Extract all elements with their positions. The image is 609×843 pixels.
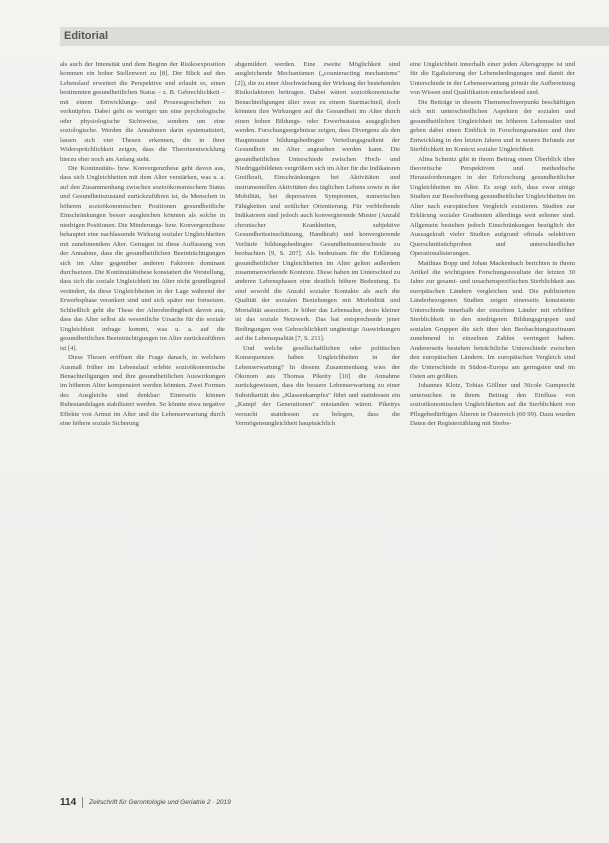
page-footer	[60, 795, 231, 809]
paragraph: als auch der Intensität und dem Beginn der Risikoexposition kommen ein hoher Stellenwert zu [8]. Der Blick auf den Lebenslauf erweitert die Perspektive und erlaubt es, einen bestimmten gesundheitlichen Status – z. B. Gebrechlichkeit – mit einem Entwicklungs- und Prozessgeschehen zu verknüpfen. Dabei geht es weniger um eine psychologische oder physiologische Sichtweise, sondern um eine soziologische. Werden die Annahmen darin systematisiert, lassen sich vier Thesen erkennen, die in ihrer Widersprüchlichkeit zeigen, dass die Theorieentwicklung hierzu eher noch am Anfang steht.	[60, 61, 225, 163]
section-label: Editorial	[64, 30, 109, 42]
paragraph: Johannes Klotz, Tobias Göllner und Nicole Gumprecht untersuchen in ihrem Beitrag den Einfluss von sozioökonomischen Ungleichheiten auf die Sterblichkeit von Pflegebedürftigen Älteren in Österreich (60 99). Dazu wurden Daten der Registerzählung mit Sterbe-	[410, 382, 575, 428]
text-column-1	[60, 60, 225, 429]
paragraph: eine Ungleichheit innerhalb einer jeden Altersgruppe ist und für die Egalisierung der Lebensbedingungen und damit der Unterschiede in der Lebenserwartung primär die Aufbereitung von Wissen und Qualifikation entscheidend sind.	[410, 61, 575, 97]
paragraph: Matthias Bopp und Johan Mackenbach berichten in ihrem Artikel die wichtigsten Forschungsresultate der letzten 30 Jahre zur gesamt- und ursachenspezifischen Sterblichkeit aus europäischen Ländern vergleichen und. Die publizierten Länderbezogenen Studien zeigen einerseits konsistente Unterschiede innerhalb der einzelnen Länder mit erhöhter Sterblichkeit in den niedrigeren Bildungsgruppen und sozialen Gruppen die sich über den Beobachtungszeitraum zunehmend in einzelnen Zahlen verringert haben. Andererseits bestehen beträchtliche Unterschiede zwischen den europäischen Ländern. Im europäischen Vergleich sind die Unterschiede in Südost-Europa am geringsten und im Osten am größten.	[410, 259, 575, 380]
text-column-2	[235, 60, 400, 429]
paragraph: abgemildert werden. Eine zweite Möglichkeit sind ausgleichende Mechanismen („counteracting mechanisms" [2]), die zu einer Abschwächung der Wirkung der bestehenden Risikofaktoren beitragen. Dabei wären sozioökonomische Benachteiligungen älter zwar zu einem Startnachteil, doch könnten ihre Wirkungen auf die Gesundheit im Alter durch einen hohen Bildungs- oder Erwerbsstatus ausgeglichen werden. Forschungsergebnisse zeigen, dass Divergenz als den Hauptmuster bildungsbedingter Verteilungsgradient der Gesundheit im Alter angesehen werden kann. Die gesundheitlichen Unterschiede zwischen Hoch- und Niedriggebildeten vergrößern sich im Alter für die Indikatoren Greifkraft, Einschränkungen bei Aktivitäten und instrumentellen Aktivitäten des täglichen Lebens sowie in der Mobilität, bei depressiven Symptomen, numerischen Fähigkeiten und zeitlicher Orientierung. Für verbleibende Indikatoren sind jedoch auch konvergierende Muster (Anzahl chronischer Krankheiten, subjektive Gesundheitseinschätzung, Handkraft) und konvergierende Verläufe bildungsbedingter Gesundheitsunterschiede zu beobachten [9, S. 207]. Als bedeutsam für die Erklärung gesundheitlicher Ungleichheiten im Alter gelten außerdem zusammenwirkende Kontexte. Diese haben im Unterschied zu anderen Lebensphasen eine deutlich höhere Bedeutung. Es sind sowohl die Anzahl sozialer Kontakte als auch die Qualität der sozialen Beziehungen mit Morbidität und Mortalität assoziiert. Je höher das Lebensalter, desto kleiner ist das soziale Netzwerk. Das hat entsprechende jener Bedingungen von Gebrechlichkeit ungünstige Auswirkungen auf die Lebensqualität [7, S. 211].	[235, 61, 400, 343]
footer-divider	[82, 797, 83, 808]
paragraph: Und welche gesellschaftlichen oder politischen Konsequenzen haben Ungleichheiten in der Lebenserwartung? In diesem Zusammenhang wies der Ökonom aus Thomas Piketty [10] die Annahme zurückgewiesen, dass die bessere Lebenserwartung zu einer Subsidiarität des „Klassenkampfes" führt und stattdessen ein „Kampf der Generationen" entstanden wären. Pikettys versucht stattdessen zu belegen, dass die Vermögensungleichheit hauptsächlich	[235, 344, 400, 428]
journal-citation: Zeitschrift für Gerontologie und Geriatrie 2 · 2019	[89, 798, 231, 806]
page-number: 114	[60, 796, 77, 808]
text-column-3	[410, 60, 575, 429]
paragraph: Die Kontinuitäts- bzw. Konvergenzthese geht davon aus, dass sich Ungleichheiten mit dem Alter verstärken, was u. a. auf den Zusammenhang zwischen sozioökonomischem Status und Gesundheitszustand zurückzuführen ist, da Menschen in höheren sozioökonomischen Positionen gesundheitliche Einschränkungen besser ausgleichen könnten als solche in niedrigen Positionen. Die Minderungs- bzw. Konvergenzthese behauptet eine nachlassende Wirkung sozialer Ungleichheiten mit zunehmendem Alter. Getragen ist diese Auffassung von der Annahme, dass die gesundheitlichen Beeinträchtigungen sich im Alter gegenüber anderen Faktoren dominant durchsetzen. Die Kontinuitätsthese konstatiert die Vorstellung, dass sich die soziale Ungleichheit im Alter nicht grundlegend verändert, da diese Ungleichheiten in der Lage während der Erwerbsphase verankert sind und sich später nur fortsetzen. Schließlich geht die These der Altersbedingtheit davon aus, dass das Alter selbst als wesentliche Ursache für die soziale Ungleichheit infrage kommt, was u. a. auf die gesundheitlichen Beeinträchtigungen im Alter zurückzuführen ist [4].	[60, 164, 225, 352]
section-header-band	[60, 27, 609, 46]
paragraph: Alina Schmitz gibt in ihrem Beitrag einen Überblick über theoretische Perspektiven und methodische Herausforderungen in der Erforschung gesundheitlicher Ungleichheiten im Alter. Es zeigt sich, dass zwar einige Studien zur Beschreibung gesundheitlicher Ungleichheiten im Alter nach europäischen Vergleich existieren. Studien zur Erklärung sozialer Gradienten allerdings weit seltener sind. Allgemein bestehen jedoch Einschränkungen bezüglich der Aussagekraft vieler Studien aufgrund oftmals selektiven Querschnittstichproben und unterschiedlicher Operationalisierungen.	[410, 155, 575, 258]
paragraph: Diese Thesen eröffnen die Frage danach, in welchem Ausmaß früher im Lebenslauf erlebte sozioökonomische Benachteiligungen und ihre gesundheitlichen Auswirkungen im höheren Alter kompensiert werden könnten. Zwei Formen des Ausgleichs sind denkbar: Einerseits können Ruhestandslagen stabilisiert werden. So könnte etwa negative Effekte von Armut im Alter und die Lebenserwartung durch eine höhere soziale Sicherung	[60, 354, 225, 428]
paragraph: Die Beiträge in diesem Themenschwerpunkt beschäftigen sich mit unterschiedlichen Aspekten der sozialen und gesundheitlichen Ungleichheit im höheren Lebensalter und geben dabei einen Einblick in Forschungsansätze und ihre Entwicklung in den letzten Jahren und in neuere Befunde zur Sterblichkeit im Kontext sozialer Ungleichheit.	[410, 98, 575, 154]
